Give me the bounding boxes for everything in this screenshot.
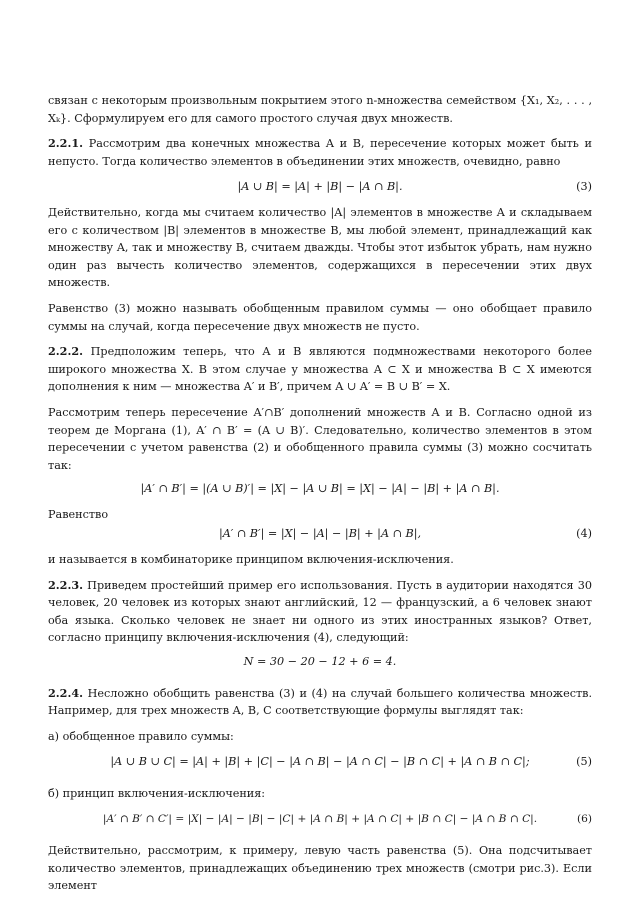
equation-number: (5) bbox=[576, 755, 592, 769]
paragraph-explanation: Действительно, когда мы считаем количество |A| элементов в множестве A и складываем его с количеством |B| элементов в множестве B, мы любой элемент, принадлежащий как множеству A, так и множеству B, считаем дважды. Чтобы этот избыток убрать, нам нужно один раз вычесть количество элементов, содержащихся в пересечении этих двух множеств. bbox=[48, 205, 592, 290]
paragraph-intro: связан с некоторым произвольным покрытием этого n-множества семейством {X₁, X₂, . . . , Xₖ}. Сформулируем его для самого простого случая двух множеств. bbox=[48, 94, 592, 125]
equation-number: (4) bbox=[576, 527, 592, 541]
section-number: 2.2.2. bbox=[48, 344, 84, 359]
page-body bbox=[48, 92, 592, 903]
paragraph-equality-label: Равенство bbox=[48, 507, 109, 521]
section-number: 2.2.4. bbox=[48, 685, 84, 700]
section-number: 2.2.1. bbox=[48, 136, 84, 151]
paragraph-item-a: а) обобщенное правило суммы: bbox=[48, 729, 234, 743]
equation-5: |A ∪ B ∪ C| = |A| + |B| + |C| − |A ∩ B| − |A ∩ C| − |B ∩ C| + |A ∩ B ∩ C|; (5) bbox=[48, 753, 592, 771]
paragraph-2-2-2: 2.2.2. Предположим теперь, что A и B являются подмножествами некоторого более широкого множества X. В этом случае у множества A ⊂ X и множества B ⊂ X имеются дополнения к ним — множества A′ и B′, причем A ∪ A′ = B ∪ B′ = X. bbox=[48, 344, 592, 394]
paragraph-2-2-4: 2.2.4. Несложно обобщить равенства (3) и (4) на случай большего количества множеств. Например, для трех множеств A, B, C соответствующие формулы выглядят так: bbox=[48, 685, 592, 718]
paragraph-item-b: б) принцип включения-исключения: bbox=[48, 787, 266, 800]
equation-number: (3) bbox=[576, 180, 592, 194]
equation-6: |A′ ∩ B′ ∩ C′| = |X| − |A| − |B| − |C| + |A ∩ B| + |A ∩ C| + |B ∩ C| − |A ∩ B ∩ C|. (6) bbox=[48, 811, 592, 829]
paragraph-2-2-3: 2.2.3. Приведем простейший пример его использования. Пусть в аудитории находятся 30 человек, 20 человек из которых знают английский, 12 — французский, а 6 человек знают оба языка. Сколько человек не знает ни одного из этих иностранных языков? Ответ, согласно принципу включения-исключения (4), следующий: bbox=[48, 577, 592, 645]
paragraph-2-2-1: 2.2.1. Рассмотрим два конечных множества A и B, пересечение которых может быть и непусто. Тогда количество элементов в объединении этих множеств, очевидно, равно bbox=[48, 136, 593, 168]
equation-answer: N = 30 − 20 − 12 + 6 = 4. bbox=[243, 655, 397, 669]
paragraph-final: Действительно, рассмотрим, к примеру, левую часть равенства (5). Она подсчитывает количество элементов, принадлежащих объединению трех множеств (смотри рис.3). Если элемент bbox=[48, 844, 592, 893]
equation-3: |A ∪ B| = |A| + |B| − |A ∩ B|. (3) bbox=[48, 178, 592, 196]
equation-number: (6) bbox=[576, 812, 592, 825]
paragraph-de-morgan: Рассмотрим теперь пересечение A′∩B′ дополнений множеств A и B. Согласно одной из теорем де Моргана (1), A′ ∩ B′ = (A ∪ B)′. Следовательно, количество элементов в этом пересечении с учетом равенства (2) и обобщенного правила суммы (3) можно сосчитать так: bbox=[48, 405, 592, 472]
paragraph-rule-of-sum: Равенство (3) можно называть обобщенным правилом суммы — оно обобщает правило суммы на случай, когда пересечение двух множеств не пусто. bbox=[48, 301, 592, 333]
equation-4: |A′ ∩ B′| = |X| − |A| − |B| + |A ∩ B|, (4) bbox=[48, 525, 592, 543]
section-number: 2.2.3. bbox=[48, 577, 84, 592]
paragraph-inclusion-exclusion: и называется в комбинаторике принципом включения-исключения. bbox=[48, 553, 454, 567]
equation-complement: |A′ ∩ B′| = |(A ∪ B)′| = |X| − |A ∪ B| = |X| − |A| − |B| + |A ∩ B|. bbox=[140, 482, 500, 496]
